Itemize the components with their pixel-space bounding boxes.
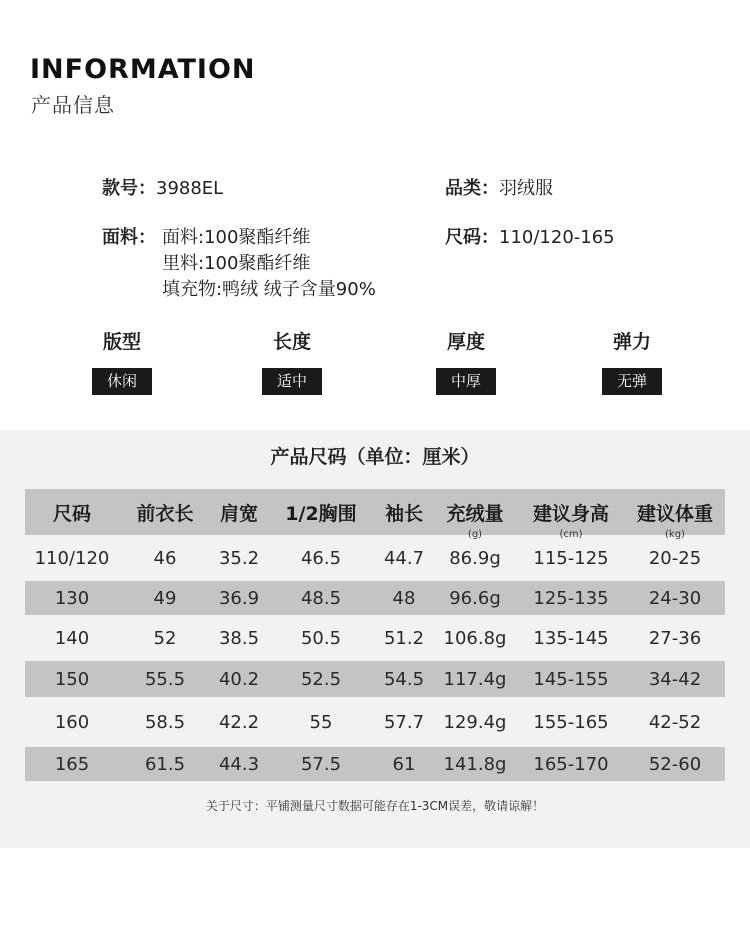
header-cell: 袖长 — [384, 502, 423, 525]
table-cell: 42-52 — [648, 711, 702, 733]
header-cell: 尺码 — [52, 502, 91, 525]
table-cell: 135-145 — [533, 627, 609, 649]
table-cell: 50.5 — [300, 627, 342, 649]
table-cell: 125-135 — [533, 587, 609, 609]
size-range — [445, 225, 615, 251]
table-cell: 55.5 — [144, 668, 186, 690]
table-cell: 86.9g — [449, 547, 501, 569]
style-number-value: 3988EL — [156, 178, 224, 199]
attribute-fit — [72, 330, 172, 395]
attribute-label: 弹力 — [612, 331, 651, 353]
table-cell: 57.7 — [383, 711, 425, 733]
attribute-label: 长度 — [272, 331, 311, 353]
table-cell: 20-25 — [648, 547, 702, 569]
attribute-label: 版型 — [102, 331, 141, 353]
table-cell: 38.5 — [218, 627, 260, 649]
attribute-thickness — [416, 330, 516, 395]
lining-line: 里料:100聚酯纤维 — [162, 253, 311, 274]
header-cell: 1/2胸围 — [285, 502, 357, 525]
table-cell: 36.9 — [218, 587, 260, 609]
table-cell: 57.5 — [300, 753, 342, 775]
table-cell: 44.3 — [218, 753, 260, 775]
table-cell: 42.2 — [218, 711, 260, 733]
table-cell: 27-36 — [648, 627, 702, 649]
filling-line: 填充物:鸭绒 绒子含量90% — [162, 279, 376, 300]
category — [445, 176, 553, 202]
table-cell: 44.7 — [383, 547, 425, 569]
fabric-lines — [162, 225, 376, 303]
table-cell: 52.5 — [300, 668, 342, 690]
header-cell: 肩宽 — [219, 502, 258, 525]
attribute-badge: 中厚 — [436, 368, 496, 395]
table-row — [25, 661, 725, 697]
page-subtitle: 产品信息 — [31, 93, 115, 117]
table-cell: 58.5 — [144, 711, 186, 733]
header-unit: (g) — [467, 528, 483, 540]
page-title: INFORMATION — [30, 54, 256, 85]
table-cell: 165-170 — [533, 753, 609, 775]
attribute-badge: 无弹 — [602, 368, 662, 395]
table-cell: 51.2 — [383, 627, 425, 649]
table-cell: 150 — [54, 668, 90, 690]
header-cell: 前衣长 — [136, 502, 194, 525]
table-cell: 115-125 — [533, 547, 609, 569]
table-cell: 46 — [153, 547, 177, 569]
table-cell: 145-155 — [533, 668, 609, 690]
table-cell: 61.5 — [144, 753, 186, 775]
style-number-key: 款号： — [102, 178, 156, 199]
table-row — [25, 697, 725, 747]
category-value: 羽绒服 — [499, 178, 553, 199]
table-cell: 48.5 — [300, 587, 342, 609]
table-header-row — [25, 489, 725, 540]
table-cell: 55 — [309, 711, 333, 733]
size-table — [25, 489, 725, 781]
table-cell: 48 — [392, 587, 416, 609]
header-unit: (kg) — [665, 528, 685, 540]
table-cell: 110/120 — [34, 547, 110, 569]
table-cell: 160 — [54, 711, 90, 733]
table-cell: 165 — [54, 753, 90, 775]
table-cell: 52-60 — [648, 753, 702, 775]
size-note: 关于尺寸：平铺测量尺寸数据可能存在1-3CM误差，敬请谅解！ — [205, 799, 545, 813]
table-cell: 129.4g — [443, 711, 507, 733]
table-cell: 35.2 — [218, 547, 260, 569]
table-row — [25, 535, 725, 581]
size-range-key: 尺码： — [445, 227, 499, 248]
table-row — [25, 615, 725, 661]
attribute-elasticity — [582, 330, 682, 395]
category-key: 品类： — [445, 178, 499, 199]
table-cell: 40.2 — [218, 668, 260, 690]
table-cell: 54.5 — [383, 668, 425, 690]
table-row — [25, 581, 725, 615]
table-cell: 61 — [392, 753, 416, 775]
table-cell: 24-30 — [648, 587, 702, 609]
table-cell: 49 — [153, 587, 177, 609]
header-unit: (cm) — [559, 528, 583, 540]
table-cell: 117.4g — [443, 668, 507, 690]
attribute-badge: 休闲 — [92, 368, 152, 395]
size-chart-title: 产品尺码（单位：厘米） — [270, 446, 480, 468]
table-row — [25, 747, 725, 781]
table-body — [25, 535, 725, 781]
table-cell: 46.5 — [300, 547, 342, 569]
attribute-length — [242, 330, 342, 395]
table-cell: 106.8g — [443, 627, 507, 649]
header-cell: 充绒量 (g) — [433, 499, 517, 526]
attribute-badge: 适中 — [262, 368, 322, 395]
attribute-label: 厚度 — [446, 331, 485, 353]
table-cell: 130 — [54, 587, 90, 609]
style-number — [102, 176, 223, 202]
header-cell: 建议身高 (cm) — [517, 499, 625, 526]
header-cell: 建议体重 (kg) — [625, 499, 725, 526]
table-cell: 34-42 — [648, 668, 702, 690]
fabric-key: 面料： — [102, 227, 156, 248]
fabric-line: 面料:100聚酯纤维 — [162, 227, 311, 248]
table-cell: 96.6g — [449, 587, 501, 609]
table-cell: 141.8g — [443, 753, 507, 775]
table-cell: 52 — [153, 627, 177, 649]
fabric-key-wrap — [102, 225, 156, 251]
table-cell: 155-165 — [533, 711, 609, 733]
table-cell: 140 — [54, 627, 90, 649]
size-range-value: 110/120-165 — [499, 227, 615, 248]
